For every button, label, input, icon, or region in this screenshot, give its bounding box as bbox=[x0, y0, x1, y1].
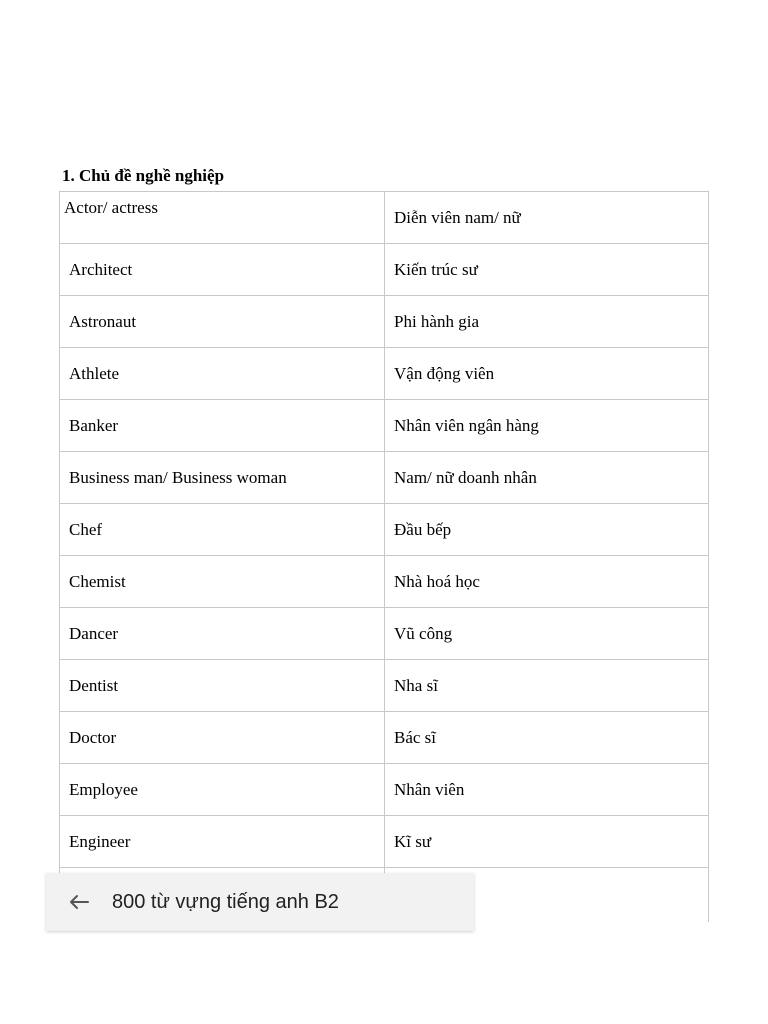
table-row bbox=[60, 556, 709, 608]
table-row bbox=[60, 764, 709, 816]
section-heading: 1. Chủ đề nghề nghiệp bbox=[62, 166, 225, 185]
english-term: Chef bbox=[60, 504, 385, 556]
english-term: Chemist bbox=[60, 556, 385, 608]
table-row bbox=[60, 452, 709, 504]
table-row bbox=[60, 400, 709, 452]
table-row bbox=[60, 244, 709, 296]
arrow-left-icon bbox=[69, 894, 89, 910]
english-term: Employee bbox=[60, 764, 385, 816]
table-row bbox=[60, 348, 709, 400]
english-term: Dancer bbox=[60, 608, 385, 660]
bottom-title-bar bbox=[46, 873, 474, 931]
english-term: Astronaut bbox=[60, 296, 385, 348]
english-term: Banker bbox=[60, 400, 385, 452]
vietnamese-term: Kiến trúc sư bbox=[385, 244, 709, 296]
vietnamese-term: Bác sĩ bbox=[385, 712, 709, 764]
vietnamese-term: Kĩ sư bbox=[385, 816, 709, 868]
english-term: Dentist bbox=[60, 660, 385, 712]
vietnamese-term: Vận động viên bbox=[385, 348, 709, 400]
back-button[interactable] bbox=[46, 894, 112, 910]
table-row bbox=[60, 660, 709, 712]
vietnamese-term: Nam/ nữ doanh nhân bbox=[385, 452, 709, 504]
table-row bbox=[60, 816, 709, 868]
vocabulary-table bbox=[59, 191, 709, 922]
vietnamese-term: Diễn viên nam/ nữ bbox=[385, 192, 709, 244]
vietnamese-term: Nhà hoá học bbox=[385, 556, 709, 608]
vietnamese-term: Phi hành gia bbox=[385, 296, 709, 348]
english-term: Doctor bbox=[60, 712, 385, 764]
vietnamese-term: Vũ công bbox=[385, 608, 709, 660]
table-row bbox=[60, 712, 709, 764]
document-title: 800 từ vựng tiếng anh B2 bbox=[112, 890, 339, 913]
english-term: Business man/ Business woman bbox=[60, 452, 385, 504]
table-row bbox=[60, 192, 709, 244]
table-row bbox=[60, 296, 709, 348]
vietnamese-term: Nhân viên bbox=[385, 764, 709, 816]
english-term: Actor/ actress bbox=[60, 192, 385, 244]
vietnamese-term: Nhân viên ngân hàng bbox=[385, 400, 709, 452]
table-row bbox=[60, 608, 709, 660]
english-term: Athlete bbox=[60, 348, 385, 400]
vietnamese-term: Nha sĩ bbox=[385, 660, 709, 712]
table-row bbox=[60, 504, 709, 556]
vietnamese-term: Đầu bếp bbox=[385, 504, 709, 556]
english-term: Architect bbox=[60, 244, 385, 296]
english-term: Engineer bbox=[60, 816, 385, 868]
